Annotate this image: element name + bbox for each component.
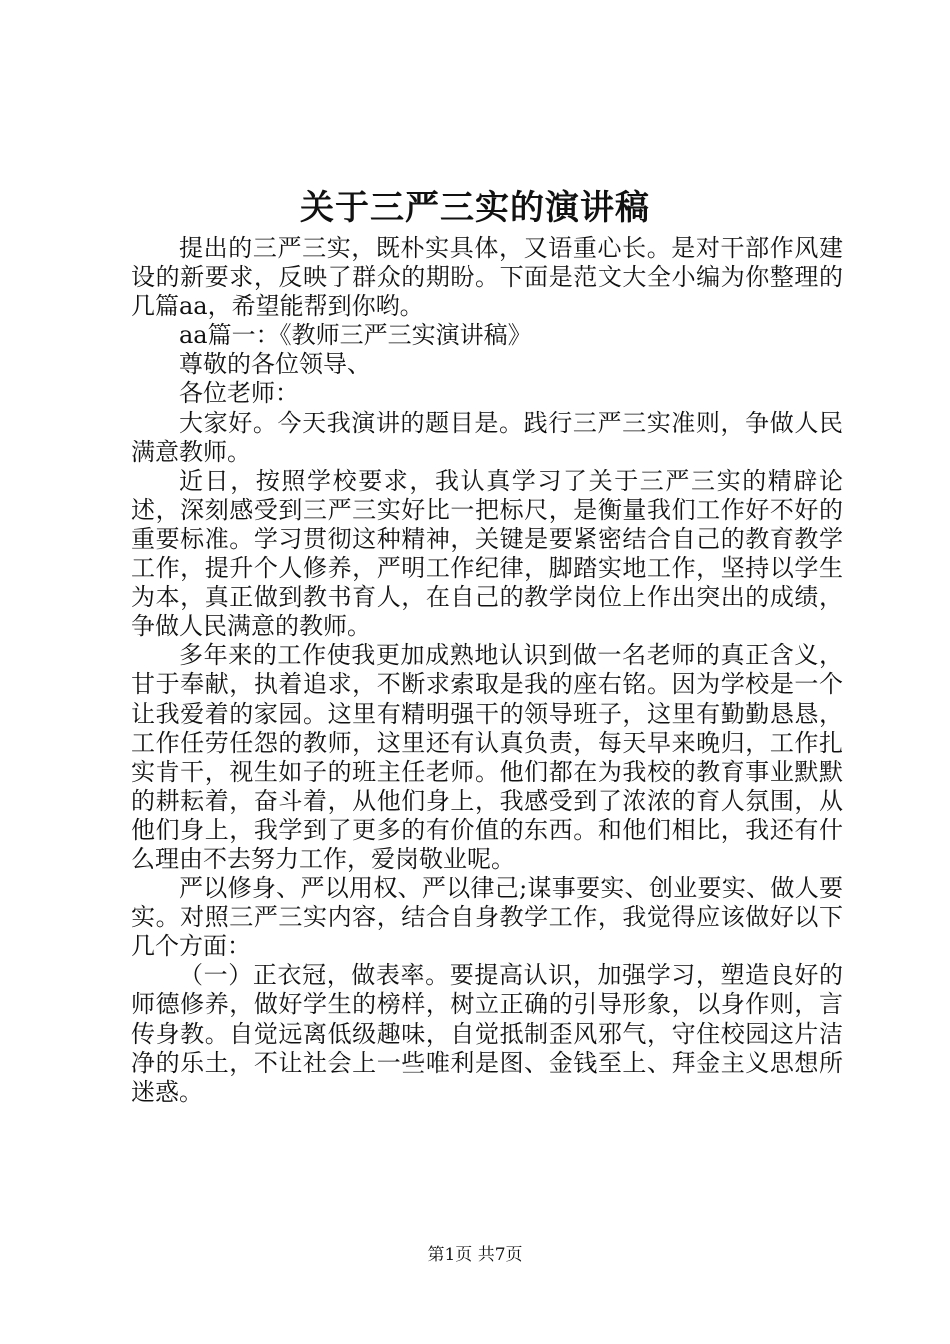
- paragraph-intro: 提出的三严三实，既朴实具体，又语重心长。是对干部作风建设的新要求，反映了群众的期盼。下面是范文大全小编为你整理的几篇aa，希望能帮到你哟。: [131, 234, 843, 321]
- paragraph-section-heading: aa篇一：《教师三严三实演讲稿》: [179, 321, 532, 350]
- paragraph-body: 多年来的工作使我更加成熟地认识到做一名老师的真正含义，甘于奉献，执着追求，不断求索取是我的座右铭。因为学校是一个让我爱着的家园。这里有精明强干的领导班子，这里有勤勤恳恳，工作任劳任怨的教师，这里还有认真负责，每天早来晚归，工作扎实肯干，视生如子的班主任老师。他们都在为我校的教育事业默默的耕耘着，奋斗着，从他们身上，我感受到了浓浓的育人氛围，从他们身上，我学到了更多的有价值的东西。和他们相比，我还有什么理由不去努力工作，爱岗敬业呢。: [131, 641, 843, 873]
- document-title: 关于三严三实的演讲稿: [300, 188, 650, 228]
- document-body: [131, 234, 843, 1107]
- paragraph-body: 近日，按照学校要求，我认真学习了关于三严三实的精辟论述，深刻感受到三严三实好比一把标尺，是衡量我们工作好不好的重要标准。学习贯彻这种精神，关键是要紧密结合自己的教育教学工作，提升个人修养，严明工作纪律，脚踏实地工作，坚持以学生为本，真正做到教书育人，在自己的教学岗位上作出突出的成绩，争做人民满意的教师。: [131, 466, 843, 641]
- paragraph-greeting: 大家好。今天我演讲的题目是。践行三严三实准则，争做人民满意教师。: [131, 408, 843, 466]
- paragraph-salutation: 尊敬的各位领导、: [179, 350, 371, 379]
- page-number: 第1页 共7页: [427, 1245, 523, 1265]
- paragraph-salutation-teachers: 各位老师：: [179, 379, 299, 408]
- paragraph-body: （一）正衣冠，做表率。要提高认识，加强学习，塑造良好的师德修养，做好学生的榜样，树立正确的引导形象，以身作则，言传身教。自觉远离低级趣味，自觉抵制歪风邪气，守住校园这片洁净的乐土，不让社会上一些唯利是图、金钱至上、拜金主义思想所迷惑。: [131, 961, 843, 1106]
- paragraph-body: 严以修身、严以用权、严以律己;谋事要实、创业要实、做人要实。对照三严三实内容，结合自身教学工作，我觉得应该做好以下几个方面：: [131, 874, 843, 961]
